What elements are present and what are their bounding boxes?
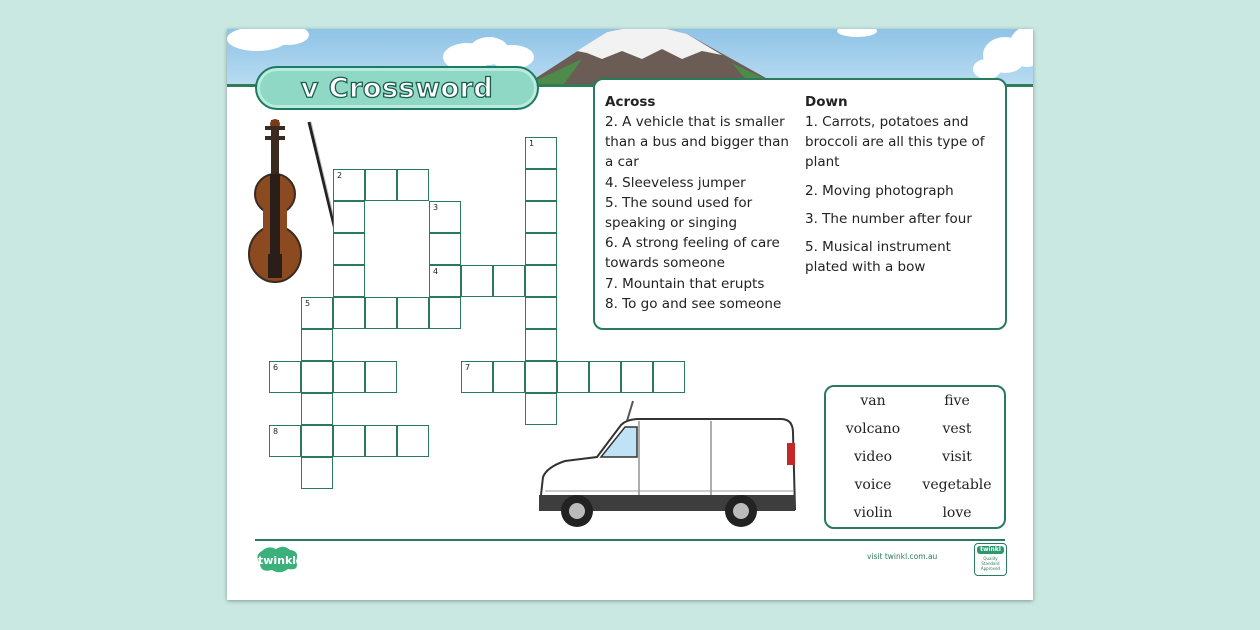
- grid-cell[interactable]: 8: [269, 425, 301, 457]
- grid-cell[interactable]: [525, 265, 557, 297]
- grid-cell[interactable]: [525, 201, 557, 233]
- word-bank: [824, 385, 1006, 529]
- van-image: [535, 399, 805, 529]
- logo-text: twinkl: [257, 554, 297, 567]
- grid-cell[interactable]: [589, 361, 621, 393]
- grid-cell[interactable]: [333, 265, 365, 297]
- grid-cell[interactable]: [397, 297, 429, 329]
- down-clue: 3. The number after four: [805, 210, 972, 227]
- grid-cell[interactable]: 6: [269, 361, 301, 393]
- grid-cell[interactable]: [301, 457, 333, 489]
- grid-cell[interactable]: [365, 169, 397, 201]
- across-clue: 8. To go and see someone: [605, 295, 782, 312]
- grid-cell[interactable]: [653, 361, 685, 393]
- violin-image: [237, 114, 337, 289]
- badge-title: twinkl: [977, 546, 1004, 554]
- grid-cell[interactable]: [429, 233, 461, 265]
- quality-badge: [974, 543, 1007, 576]
- grid-cell[interactable]: 4: [429, 265, 461, 297]
- grid-cell[interactable]: [365, 425, 397, 457]
- grid-cell[interactable]: 7: [461, 361, 493, 393]
- word-bank-item: visit: [942, 449, 972, 465]
- grid-cell[interactable]: 2: [333, 169, 365, 201]
- badge-caption: Quality Standard Approved: [980, 556, 1001, 571]
- grid-cell[interactable]: [525, 361, 557, 393]
- grid-cell[interactable]: [301, 425, 333, 457]
- down-clue: 5. Musical instrument plated with a bow: [805, 239, 951, 276]
- clues-box: [593, 78, 1007, 330]
- across-heading: Across: [605, 94, 656, 110]
- twinkl-logo[interactable]: [254, 545, 300, 575]
- grid-cell[interactable]: [333, 425, 365, 457]
- grid-cell[interactable]: [525, 233, 557, 265]
- worksheet-title: v Crossword: [255, 66, 539, 110]
- word-bank-item: volcano: [845, 421, 901, 437]
- word-bank-item: van: [860, 393, 886, 409]
- grid-cell[interactable]: [429, 297, 461, 329]
- grid-cell[interactable]: [525, 297, 557, 329]
- grid-cell[interactable]: 1: [525, 137, 557, 169]
- grid-cell[interactable]: [301, 329, 333, 361]
- grid-cell[interactable]: [333, 361, 365, 393]
- grid-cell[interactable]: [493, 265, 525, 297]
- footer-divider: [255, 539, 1005, 541]
- grid-cell[interactable]: [397, 425, 429, 457]
- grid-cell[interactable]: 3: [429, 201, 461, 233]
- grid-cell[interactable]: [525, 329, 557, 361]
- across-clue: 6. A strong feeling of care towards someone: [605, 235, 780, 272]
- grid-cell[interactable]: 5: [301, 297, 333, 329]
- word-bank-item: love: [942, 505, 972, 521]
- grid-cell[interactable]: [365, 297, 397, 329]
- grid-cell[interactable]: [333, 233, 365, 265]
- grid-cell[interactable]: [397, 169, 429, 201]
- visit-link[interactable]: visit twinkl.com.au: [867, 552, 938, 561]
- grid-cell[interactable]: [493, 361, 525, 393]
- word-bank-item: violin: [853, 505, 893, 521]
- down-heading: Down: [805, 94, 848, 110]
- grid-cell[interactable]: [525, 169, 557, 201]
- down-clue: 1. Carrots, potatoes and broccoli are all this type of plant: [805, 114, 985, 171]
- across-clue: 4. Sleeveless jumper: [605, 174, 746, 191]
- grid-cell[interactable]: [333, 297, 365, 329]
- across-clue: 5. The sound used for speaking or singing: [605, 194, 753, 232]
- grid-cell[interactable]: [333, 201, 365, 233]
- grid-cell[interactable]: [365, 361, 397, 393]
- word-bank-item: voice: [854, 477, 892, 493]
- across-clue: 7. Mountain that erupts: [605, 275, 765, 292]
- grid-cell[interactable]: [301, 393, 333, 425]
- down-clue: 2. Moving photograph: [805, 182, 954, 199]
- grid-cell[interactable]: [301, 361, 333, 393]
- word-bank-item: video: [853, 449, 893, 465]
- word-bank-item: vegetable: [922, 477, 992, 493]
- down-clues: [805, 92, 997, 285]
- grid-cell[interactable]: [461, 265, 493, 297]
- across-clues: [605, 92, 795, 314]
- word-bank-item: vest: [942, 421, 972, 437]
- word-bank-item: five: [944, 393, 970, 409]
- across-clue: 2. A vehicle that is smaller than a bus and bigger than a car: [605, 114, 789, 171]
- grid-cell[interactable]: [557, 361, 589, 393]
- worksheet: [227, 29, 1033, 600]
- grid-cell[interactable]: [621, 361, 653, 393]
